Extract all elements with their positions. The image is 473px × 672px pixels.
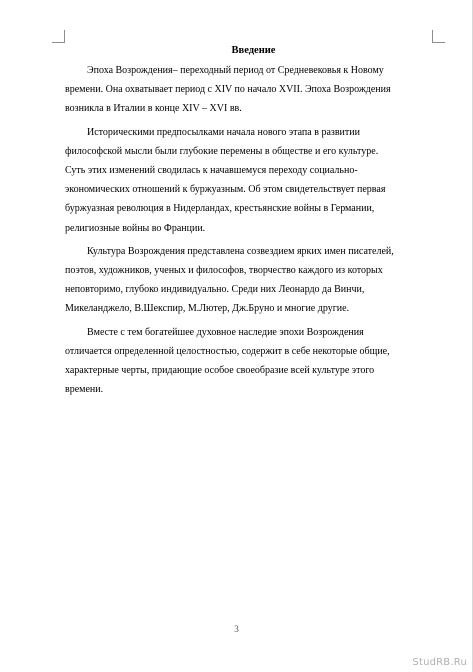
paragraph: Историческими предпосылками начала нового этапа в развитии философской мысли были глубокие перемены в обществе и его культуре. Суть этих изменений сводилась к начавшемуся переходу социально- экономических отношений к буржуазным. Об этом свидетельствует первая буржуазная революция в Нидерландах, крестьянские войны в Германии, религиозные войны во Франции. [65, 126, 386, 234]
paragraph: Культура Возрождения представлена созвездием ярких имен писателей, поэтов, художников, ученых и философов, творчество каждого из которых неповторимо, глубоко индивидуально. Среди них Леонардо да Винчи, Микеланджело, В.Шекспир, М.Лютер, Дж.Бруно и многие другие. [65, 245, 394, 315]
page-corner-mark-top-right [432, 30, 445, 43]
section-heading: Введение [231, 45, 276, 56]
page-number: 3 [234, 624, 239, 634]
document-body [65, 44, 442, 403]
paragraph: Вместе с тем богатейшее духовное наследие эпохи Возрождения отличается определенной целостностью, содержит в себе некоторые общие, характерные черты, придающие особое своеобразие всей культуре этого времени. [65, 326, 390, 396]
paragraph: Эпоха Возрождения– переходный период от Средневековья к Новому времени. Она охватывает период с XIV по начало XVII. Эпоха Возрождения возникла в Италии в конце XIV – XVI вв. [65, 65, 391, 115]
site-watermark: StudRB.Ru [412, 657, 467, 668]
page-corner-mark-top-left [52, 30, 65, 43]
